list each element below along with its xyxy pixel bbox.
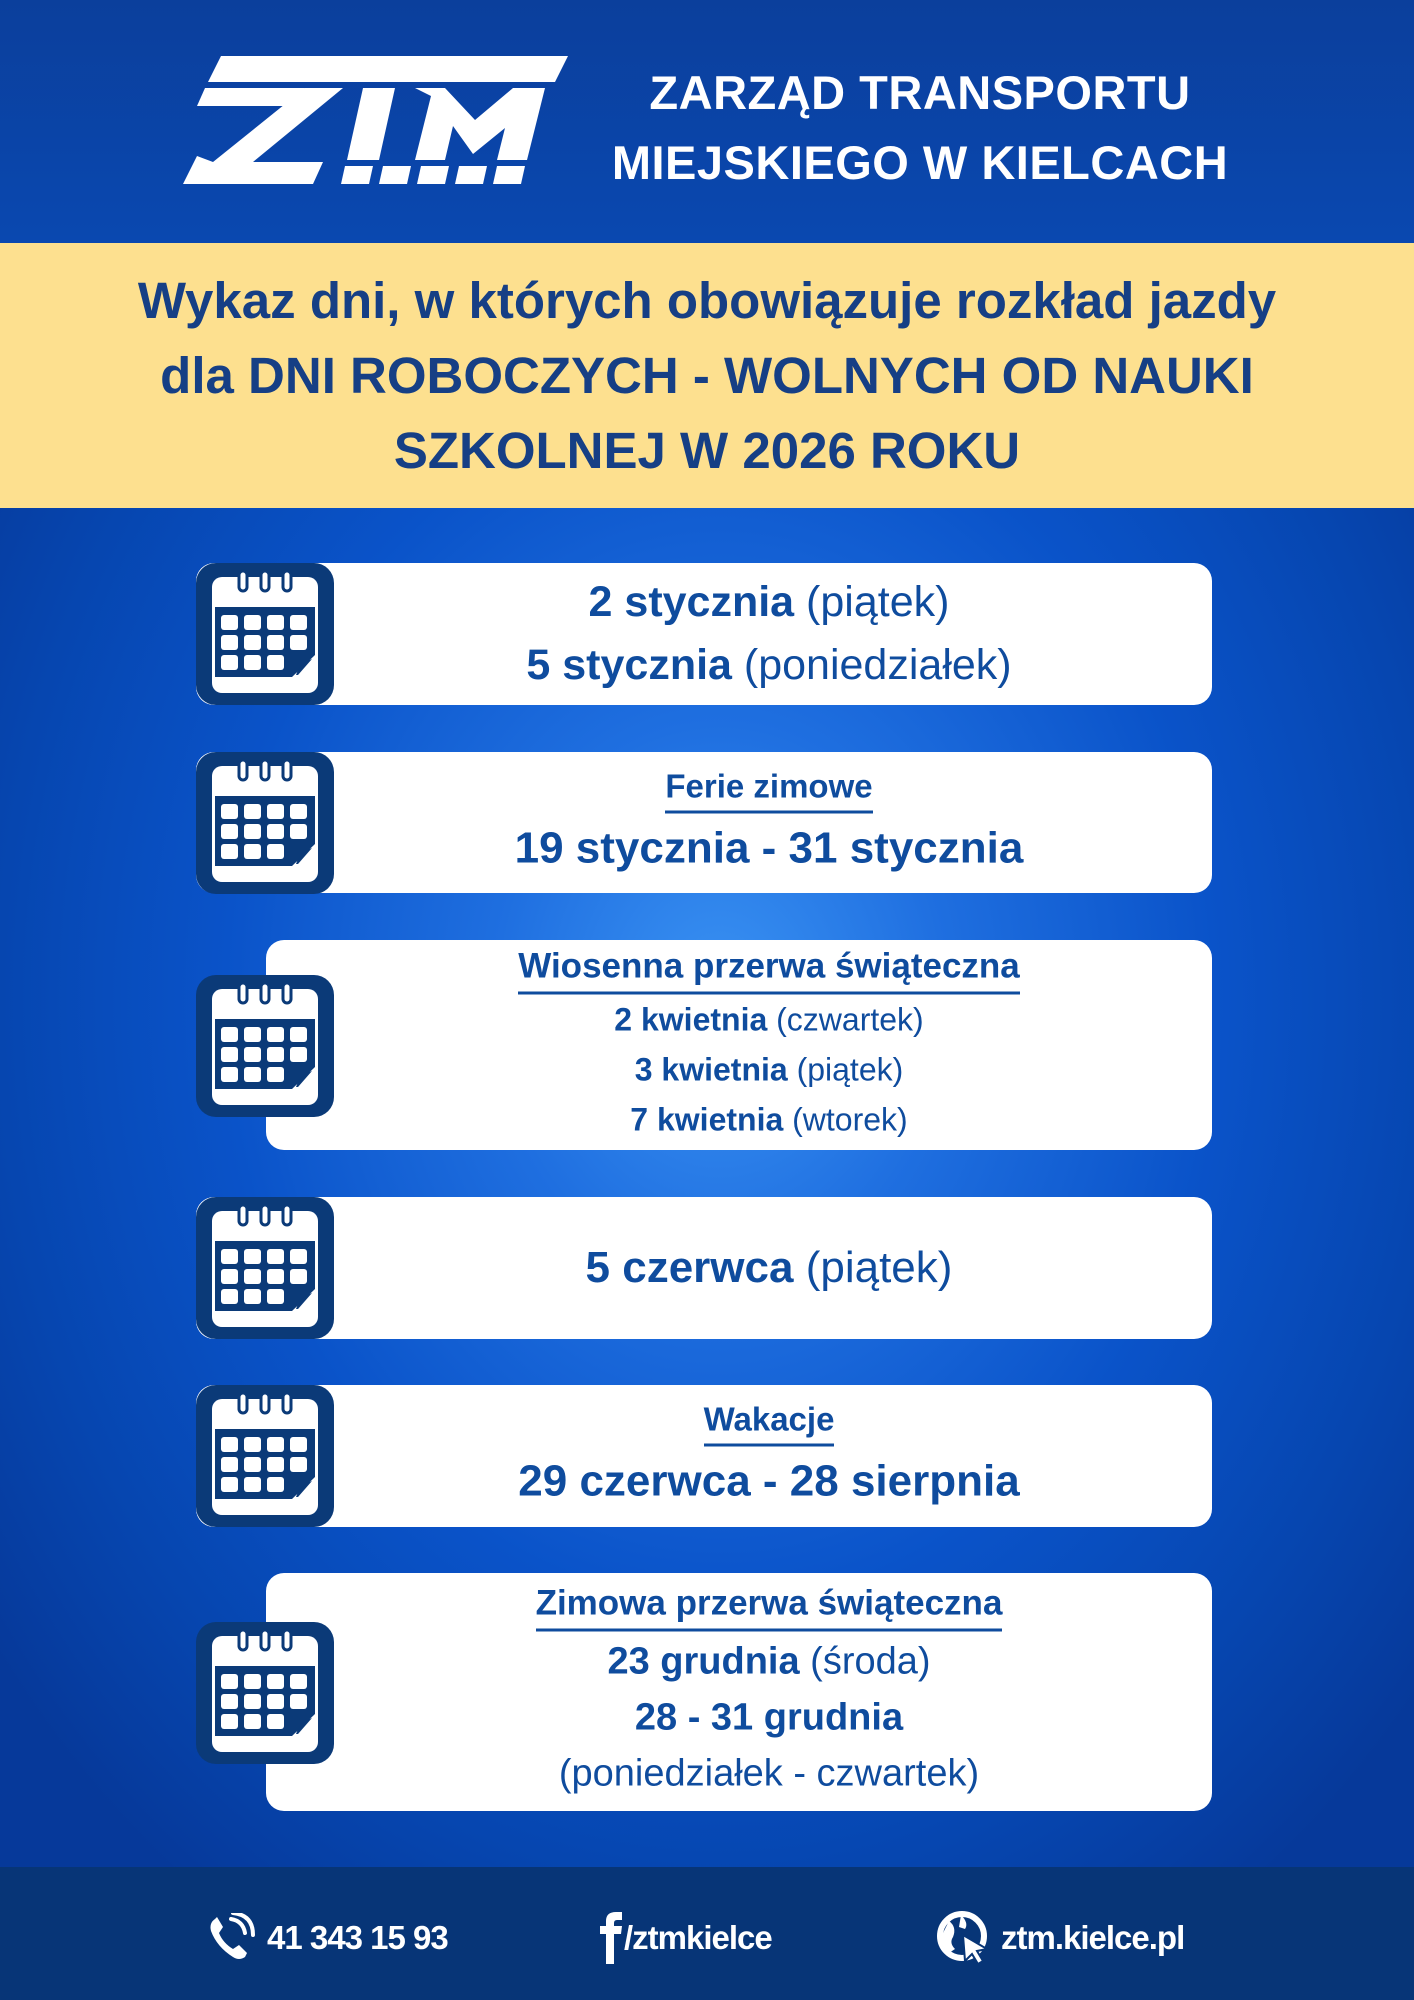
date-line: 19 stycznia - 31 stycznia (514, 823, 1024, 872)
globe-cursor-icon (935, 1909, 993, 1967)
date-line: 29 czerwca - 28 sierpnia (518, 1456, 1020, 1506)
calendar-icon (196, 1197, 334, 1339)
date-card-spring-break (266, 940, 1212, 1150)
phone-contact[interactable] (207, 1913, 448, 1963)
title-line-2: dla DNI ROBOCZYCH - WOLNYCH OD NAUKI (160, 347, 1254, 404)
date-line: 3 kwietnia (piątek) (634, 1051, 904, 1088)
date-line: (poniedziałek - czwartek) (558, 1752, 980, 1795)
organization-name (580, 58, 1260, 198)
card-heading: Zimowa przerwa świąteczna (536, 1583, 1003, 1632)
date-line: 7 kwietnia (wtorek) (630, 1101, 908, 1138)
calendar-icon (196, 752, 334, 894)
date-line: 5 czerwca (piątek) (585, 1243, 953, 1292)
footer (0, 1867, 1414, 2000)
ztm-logo (183, 56, 568, 184)
date-card-winter-break (196, 752, 1212, 893)
date-line: 2 kwietnia (czwartek) (614, 1001, 924, 1038)
title-banner (0, 243, 1414, 508)
org-name-line-1: ZARZĄD TRANSPORTU (649, 66, 1191, 119)
date-line: 28 - 31 grudnia (634, 1696, 904, 1739)
calendar-icon (196, 1385, 334, 1527)
title-line-1: Wykaz dni, w których obowiązuje rozkład jazdy (137, 272, 1277, 329)
date-card-summer-holidays (196, 1385, 1212, 1527)
date-line: 2 stycznia (piątek) (588, 578, 950, 626)
facebook-icon (598, 1912, 622, 1964)
date-card-january (196, 563, 1212, 705)
phone-number: 41 343 15 93 (267, 1919, 448, 1956)
date-card-christmas-break (266, 1573, 1212, 1811)
website-link[interactable] (935, 1913, 1184, 1963)
org-name-line-2: MIEJSKIEGO W KIELCACH (611, 136, 1229, 189)
facebook-handle: /ztmkielce (624, 1919, 772, 1956)
page-title (30, 263, 1384, 488)
website-url: ztm.kielce.pl (1001, 1919, 1185, 1956)
calendar-icon (196, 563, 334, 705)
card-heading: Ferie zimowe (665, 766, 872, 813)
header (0, 0, 1414, 243)
calendar-icon (196, 975, 334, 1117)
phone-icon (207, 1913, 259, 1963)
date-card-june (196, 1197, 1212, 1339)
calendar-icon (196, 1622, 334, 1764)
card-heading: Wakacje (704, 1400, 835, 1447)
card-heading: Wiosenna przerwa świąteczna (518, 946, 1020, 995)
date-line: 23 grudnia (środa) (607, 1640, 931, 1683)
date-line: 5 stycznia (poniedziałek) (526, 641, 1012, 689)
title-line-3: SZKOLNEJ W 2026 ROKU (393, 422, 1021, 479)
facebook-link[interactable] (598, 1913, 772, 1963)
